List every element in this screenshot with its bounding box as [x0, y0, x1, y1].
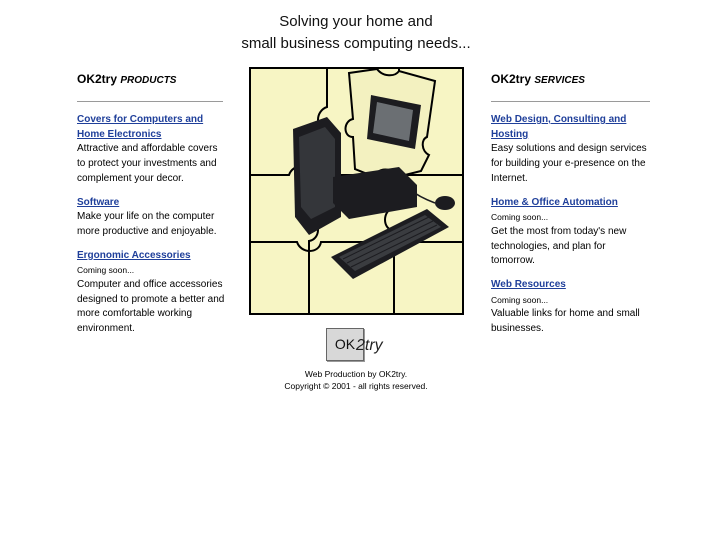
- services-column: [491, 72, 651, 346]
- software-description: Make your life on the computer more productive and enjoyable.: [77, 211, 217, 237]
- products-heading: [77, 72, 227, 88]
- service-item-web-design: [491, 113, 651, 187]
- monitor-piece: [346, 69, 436, 177]
- service-item-automation: [491, 196, 651, 270]
- automation-link[interactable]: Home & Office Automation: [491, 196, 618, 208]
- services-divider: [491, 101, 650, 102]
- services-brand: OK2try: [491, 72, 532, 86]
- tagline-line-1: Solving your home and: [279, 13, 433, 30]
- automation-description: Get the most from today's new technologies, and plan for tomorrow.: [491, 225, 627, 267]
- services-section-label: SERVICES: [534, 75, 585, 86]
- mouse-shape: [435, 196, 455, 210]
- services-heading: [491, 72, 651, 88]
- resources-coming-soon: Coming soon...: [491, 294, 549, 305]
- product-item-software: [77, 196, 227, 240]
- ergonomic-coming-soon: Coming soon...: [77, 265, 135, 276]
- tagline-line-2: small business computing needs...: [241, 35, 471, 52]
- resources-description: Valuable links for home and small businesses.: [491, 308, 640, 335]
- resources-link[interactable]: Web Resources: [491, 279, 566, 291]
- products-section-label: PRODUCTS: [120, 75, 177, 86]
- badge-main-text: OK: [334, 336, 356, 352]
- product-item-covers: [77, 113, 227, 187]
- web-design-description: Easy solutions and design services for building your e-presence on the Internet.: [491, 143, 647, 184]
- products-column: [77, 72, 227, 346]
- web-design-link[interactable]: Web Design, Consulting and Hosting: [491, 114, 627, 140]
- ergonomic-link[interactable]: Ergonomic Accessories: [77, 249, 191, 261]
- puzzle-computer-illustration: [249, 67, 464, 315]
- products-brand: OK2try: [77, 72, 118, 86]
- covers-link[interactable]: Covers for Computers and Home Electronics: [77, 114, 204, 140]
- products-divider: [77, 101, 223, 102]
- tagline: [0, 11, 712, 55]
- badge-sub-text: 2try: [356, 337, 383, 354]
- tower-shape: [293, 117, 341, 235]
- covers-description: Attractive and affordable covers to protect your investments and complement your decor.: [77, 143, 218, 184]
- software-link[interactable]: Software: [77, 196, 120, 208]
- service-item-resources: [491, 278, 651, 337]
- footer-copyright: Copyright © 2001 - all rights reserved.: [284, 381, 428, 391]
- ergonomic-description: Computer and office accessories designed to promote a better and more comfortable working environment.: [77, 279, 225, 335]
- footer-credit: Web Production by OK2try.: [304, 369, 408, 379]
- automation-coming-soon: Coming soon...: [491, 212, 549, 223]
- product-item-ergonomic: [77, 249, 227, 337]
